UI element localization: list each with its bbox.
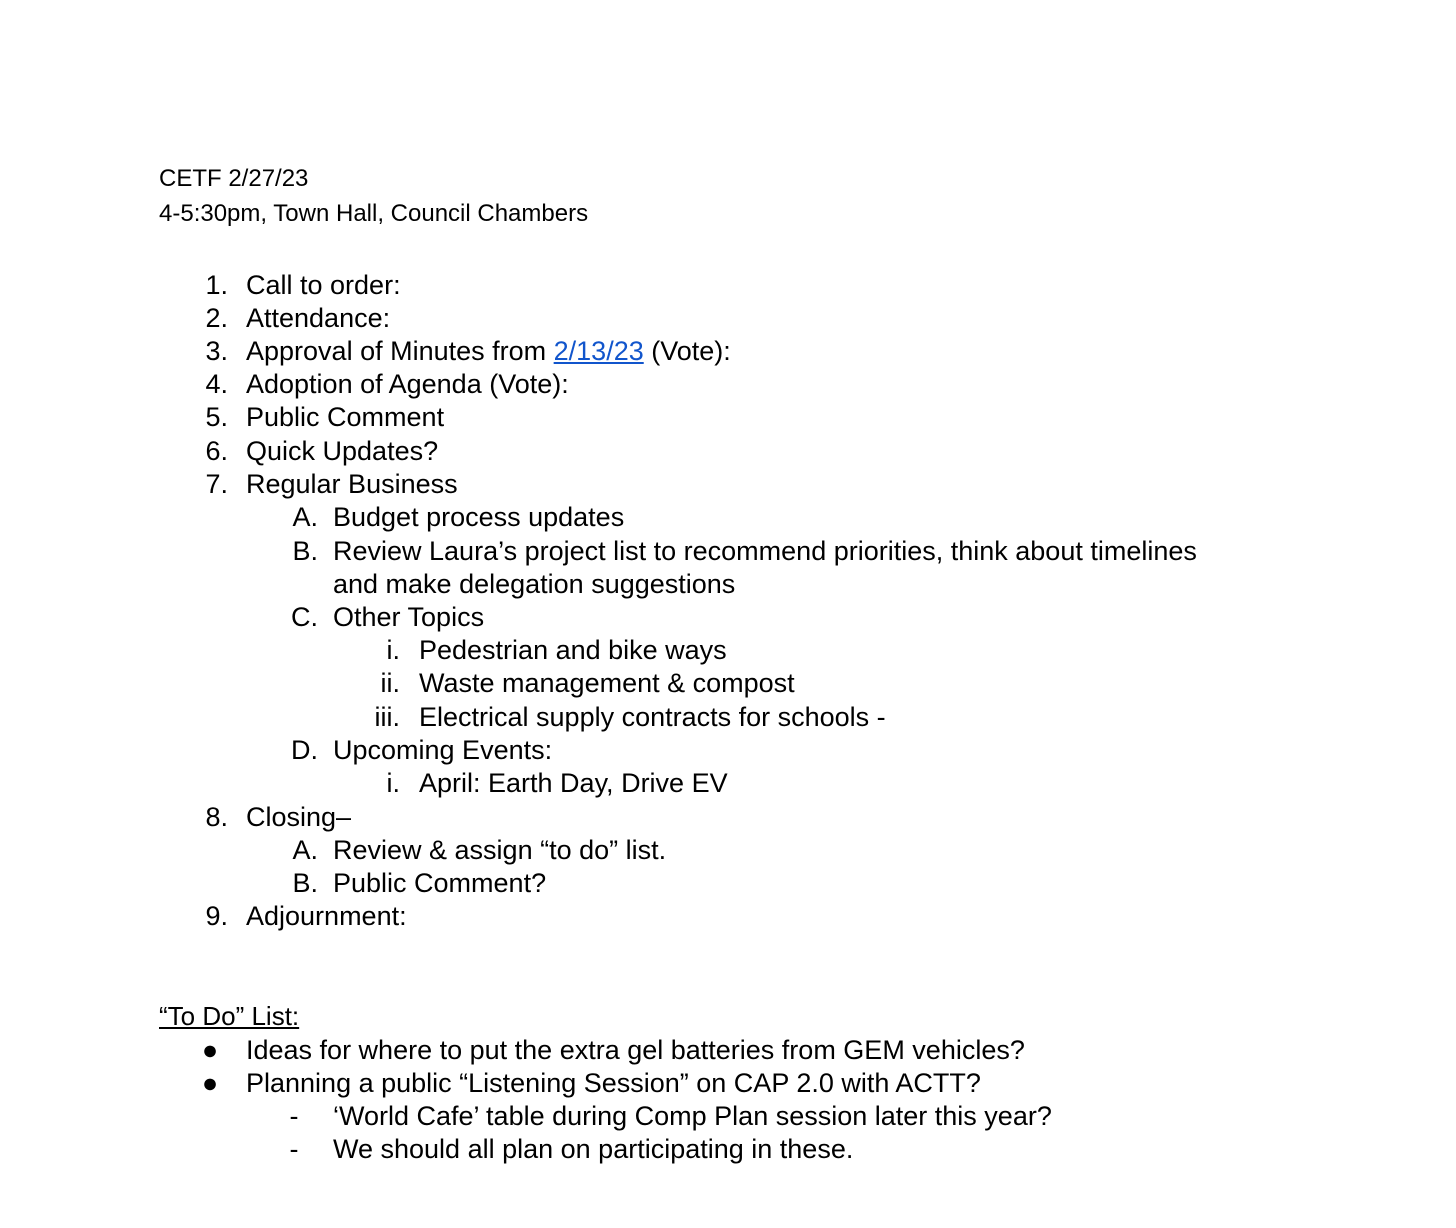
bullet-icon: ● xyxy=(201,1035,219,1065)
todo-heading: “To Do” List: xyxy=(159,1001,300,1031)
agenda-subitem-letter: D. xyxy=(291,735,318,765)
todo-item-text: Ideas for where to put the extra gel batteries from GEM vehicles? xyxy=(246,1035,1025,1065)
agenda-item-text: Attendance: xyxy=(246,303,391,333)
dash-icon: - xyxy=(289,1134,299,1164)
agenda-subitem-text: Other Topics xyxy=(333,602,485,632)
agenda-topic-numeral: iii. xyxy=(374,702,400,732)
agenda-subitem-text: Upcoming Events: xyxy=(333,735,553,765)
agenda-item-number: 5. xyxy=(205,402,228,432)
agenda-subitem-letter: B. xyxy=(292,536,318,566)
agenda-item-text: Quick Updates? xyxy=(246,436,439,466)
agenda-item-number: 2. xyxy=(205,303,228,333)
todo-heading-row xyxy=(159,1000,299,1033)
agenda-item-text-after: (Vote): xyxy=(643,336,731,366)
agenda-subitem-letter: A. xyxy=(292,835,318,865)
agenda-item-text: Adjournment: xyxy=(246,901,407,931)
todo-subitem-text: ‘World Cafe’ table during Comp Plan session later this year? xyxy=(333,1101,1052,1131)
agenda-item-number: 6. xyxy=(205,436,228,466)
agenda-item-number: 4. xyxy=(205,369,228,399)
agenda-item-number: 1. xyxy=(205,270,228,300)
bullet-icon: ● xyxy=(201,1068,219,1098)
agenda-subitem-letter: A. xyxy=(292,502,318,532)
agenda-subitem-text: Budget process updates xyxy=(333,502,625,532)
agenda-item-text xyxy=(246,335,731,368)
agenda-item-text: Closing– xyxy=(246,802,352,832)
meeting-details: 4-5:30pm, Town Hall, Council Chambers xyxy=(159,200,589,227)
todo-item-text: Planning a public “Listening Session” on CAP 2.0 with ACTT? xyxy=(246,1068,981,1098)
agenda-item-number: 9. xyxy=(205,901,228,931)
agenda-subitem-text: Review & assign “to do” list. xyxy=(333,835,667,865)
agenda-subitem-letter: C. xyxy=(291,602,318,632)
agenda-subitem-text: and make delegation suggestions xyxy=(333,569,736,599)
dash-icon: - xyxy=(289,1101,299,1131)
agenda-subitem-text: Public Comment? xyxy=(333,868,547,898)
agenda-topic-text: April: Earth Day, Drive EV xyxy=(419,768,728,798)
todo-subitem-text: We should all plan on participating in these. xyxy=(333,1134,854,1164)
agenda-subitem-letter: B. xyxy=(292,868,318,898)
agenda-item-number: 7. xyxy=(205,469,228,499)
agenda-topic-text: Pedestrian and bike ways xyxy=(419,635,727,665)
agenda-topic-text: Electrical supply contracts for schools - xyxy=(419,702,886,732)
agenda-topic-text: Waste management & compost xyxy=(419,668,795,698)
agenda-item-text-before: Approval of Minutes from xyxy=(246,336,554,366)
agenda-item-text: Public Comment xyxy=(246,402,445,432)
agenda-item-text: Regular Business xyxy=(246,469,458,499)
minutes-link[interactable]: 2/13/23 xyxy=(553,336,644,366)
agenda-subitem-text: Review Laura’s project list to recommend priorities, think about timelines xyxy=(333,536,1197,566)
agenda-item-text: Call to order: xyxy=(246,270,401,300)
agenda-item-number: 8. xyxy=(205,802,228,832)
agenda-item-number: 3. xyxy=(205,336,228,366)
agenda-item-text: Adoption of Agenda (Vote): xyxy=(246,369,569,399)
agenda-topic-numeral: ii. xyxy=(380,668,400,698)
document-title: CETF 2/27/23 xyxy=(159,165,309,192)
agenda-topic-numeral: i. xyxy=(386,768,400,798)
agenda-topic-numeral: i. xyxy=(386,635,400,665)
